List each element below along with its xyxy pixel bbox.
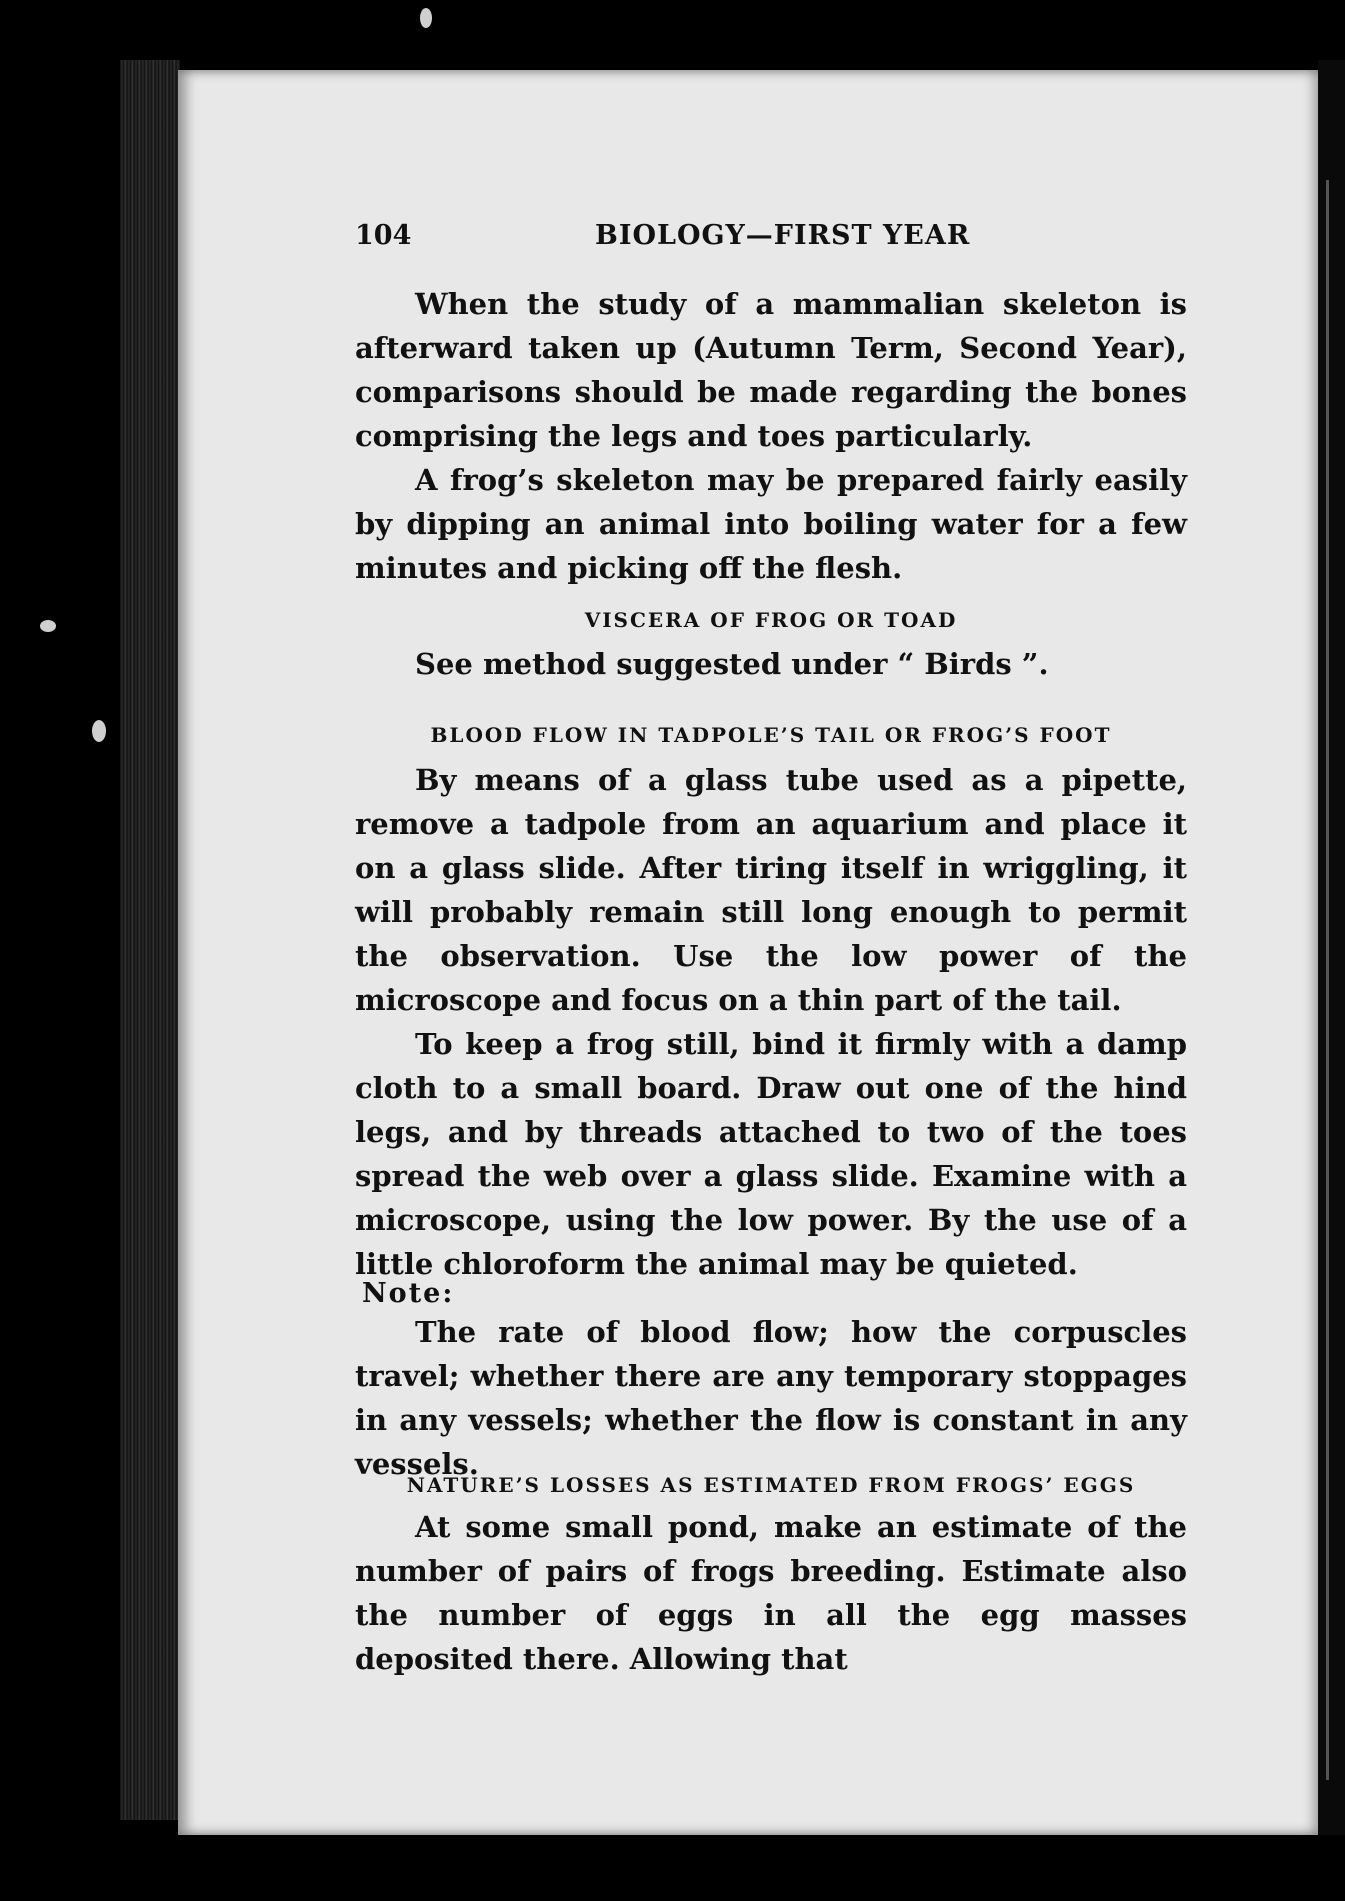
text-block-2 — [355, 642, 1187, 686]
book-page-edges — [120, 60, 180, 1820]
page-header — [355, 220, 1185, 260]
page-fold-line — [1326, 180, 1329, 1780]
paragraph: A frog’s skeleton may be prepared fairly easily by dipping an animal into boiling water for a few minutes and picking off the flesh. — [355, 463, 1187, 585]
paragraph: See method suggested under “ Birds ”. — [415, 647, 1049, 681]
text-block-5 — [355, 1505, 1187, 1681]
paragraph: At some small pond, make an estimate of the number of pairs of frogs breeding. Estimate also the number of eggs in all the egg masses deposited there. Allowing that — [355, 1510, 1187, 1676]
text-block-3 — [355, 758, 1187, 1286]
paragraph: By means of a glass tube used as a pipette, remove a tadpole from an aquarium and place it on a glass slide. After tiring itself in wriggling, it will probably remain still long enough to permit the observation. Use the low power of the microscope and focus on a thin part of the tail. — [355, 763, 1187, 1017]
scan-bottom-border — [0, 1835, 1345, 1901]
paragraph: The rate of blood flow; how the corpuscles travel; whether there are any temporary stoppages in any vessels; whether the flow is constant in any vessels. — [355, 1315, 1187, 1481]
scan-speck — [92, 720, 106, 742]
section-heading: VISCERA OF FROG OR TOAD — [584, 608, 958, 632]
scan-speck — [420, 8, 432, 28]
section-heading: NATURE’S LOSSES AS ESTIMATED FROM FROGS’ EGGS — [406, 1473, 1136, 1497]
text-block-1 — [355, 282, 1187, 590]
paragraph: When the study of a mammalian skeleton is afterward taken up (Autumn Term, Second Year), comparisons should be made regarding the bones comprising the legs and toes particularly. — [355, 287, 1187, 453]
text-block-4 — [355, 1310, 1187, 1486]
scan-top-border — [0, 0, 1345, 70]
scan-speck — [40, 620, 56, 632]
running-title: BIOLOGY—FIRST YEAR — [595, 220, 971, 251]
page-number: 104 — [355, 220, 412, 251]
paragraph: To keep a frog still, bind it firmly with a damp cloth to a small board. Draw out one of the hind legs, and by threads attached to two of the toes spread the web over a glass slide. Examine with a microscope, using the low power. By the use of a little chloroform the animal may be quieted. — [355, 1027, 1187, 1281]
section-heading: BLOOD FLOW IN TADPOLE’S TAIL OR FROG’S FOOT — [430, 723, 1112, 747]
scan-right-border — [1318, 60, 1345, 1850]
note-label: Note: — [362, 1278, 455, 1309]
